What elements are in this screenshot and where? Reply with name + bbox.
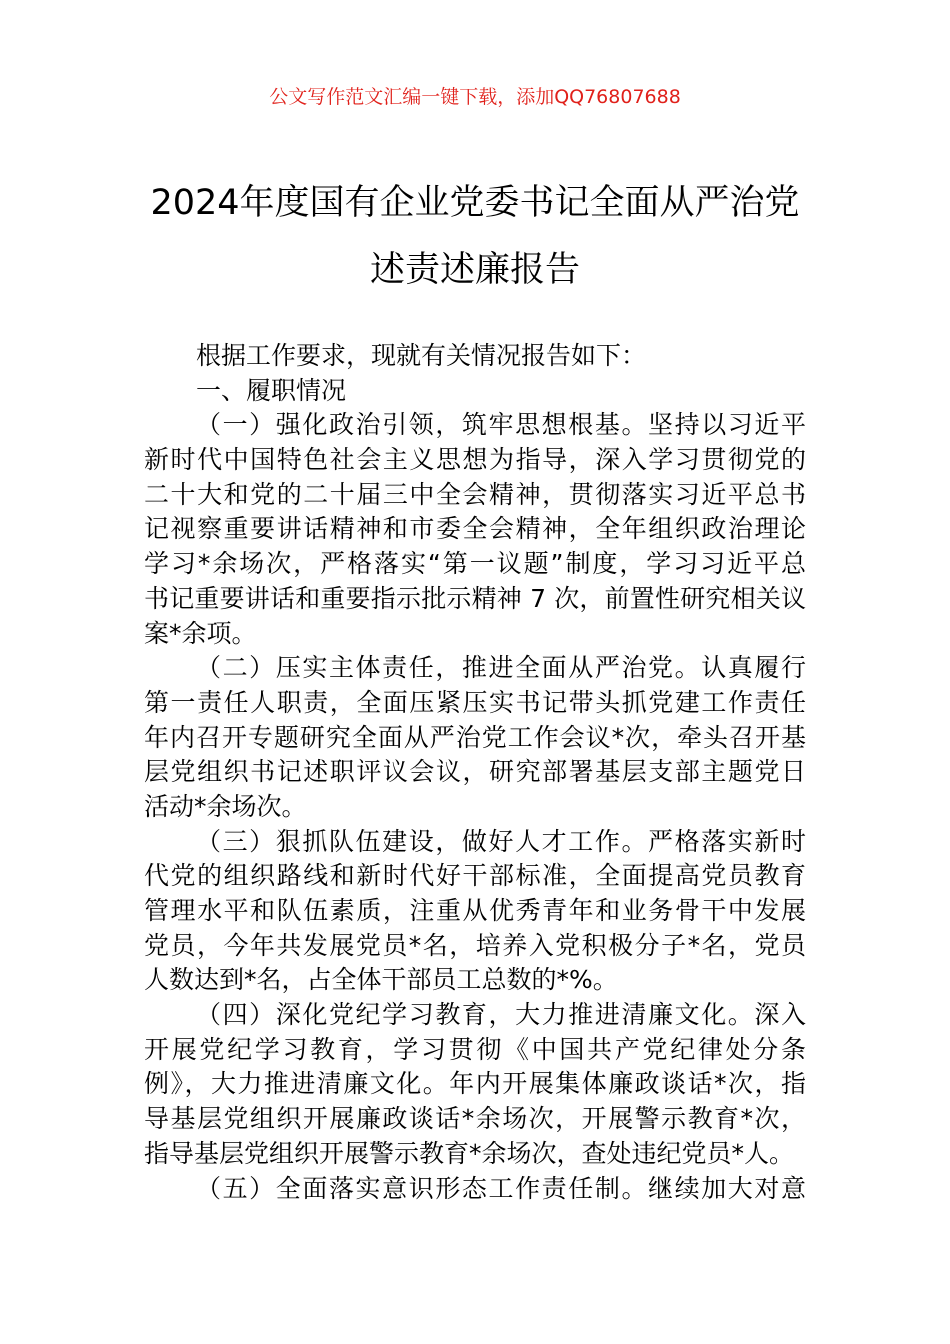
- download-banner-link[interactable]: 公文写作范文汇编一键下载，添加QQ76807688: [269, 86, 681, 108]
- paragraph: [144, 825, 806, 998]
- paragraph: [144, 374, 806, 409]
- text-line: 一、履职情况: [196, 375, 347, 405]
- text-line: 开展党纪学习教育，学习贯彻《中国共产党纪律处分条: [144, 1034, 806, 1064]
- text-line: 记视察重要讲话精神和市委全会精神，全年组织政治理论: [144, 514, 806, 544]
- text-line: 案*余项。: [144, 618, 257, 648]
- text-line: 党员，今年共发展党员*名，培养入党积极分子*名，党员: [144, 930, 806, 960]
- text-line: 学习*余场次，严格落实“第一议题”制度，学习习近平总: [144, 549, 806, 579]
- document-title-line-1: 2024年度国有企业党委书记全面从严治党: [150, 183, 800, 223]
- text-line: （一）强化政治引领，筑牢思想根基。坚持以习近平: [196, 410, 806, 440]
- text-line: 根据工作要求，现就有关情况报告如下：: [196, 341, 647, 370]
- text-line: 管理水平和队伍素质，注重从优秀青年和业务骨干中发展: [144, 896, 806, 925]
- document-title-line-2: 述责述廉报告: [369, 250, 580, 290]
- text-line: 第一责任人职责，全面压紧压实书记带头抓党建工作责任: [144, 687, 806, 717]
- paragraph: [144, 651, 806, 824]
- text-line: 二十大和党的二十届三中全会精神，贯彻落实习近平总书: [144, 479, 806, 509]
- text-line: 代党的组织路线和新时代好干部标准，全面提高党员教育: [144, 861, 806, 891]
- text-line: 指导基层党组织开展警示教育*余场次，查处违纪党员*人。: [144, 1138, 795, 1168]
- paragraph: [144, 408, 806, 651]
- paragraph: [144, 1172, 806, 1207]
- text-line: 层党组织书记述职评议会议，研究部署基层支部主题党日: [144, 757, 806, 787]
- text-line: 书记重要讲话和重要指示批示精神 7 次，前置性研究相关议: [144, 583, 806, 613]
- text-line: 年内召开专题研究全面从严治党工作会议*次，牵头召开基: [144, 722, 806, 752]
- text-line: （二）压实主体责任，推进全面从严治党。认真履行: [196, 653, 806, 683]
- text-line: （三）狠抓队伍建设，做好人才工作。严格落实新时: [196, 826, 806, 856]
- text-line: 例》，大力推进清廉文化。年内开展集体廉政谈话*次，指: [144, 1069, 806, 1099]
- text-line: 人数达到*名，占全体干部员工总数的*%。: [144, 965, 618, 995]
- text-line: 导基层党组织开展廉政谈话*余场次，开展警示教育*次，: [144, 1104, 806, 1134]
- text-line: （五）全面落实意识形态工作责任制。继续加大对意: [196, 1173, 806, 1203]
- text-line: 新时代中国特色社会主义思想为指导，深入学习贯彻党的: [144, 445, 806, 475]
- text-line: 活动*余场次。: [144, 791, 307, 821]
- text-line: （四）深化党纪学习教育，大力推进清廉文化。深入: [196, 1000, 806, 1030]
- document-body: [144, 339, 806, 1206]
- paragraph: [144, 339, 806, 374]
- paragraph: [144, 998, 806, 1171]
